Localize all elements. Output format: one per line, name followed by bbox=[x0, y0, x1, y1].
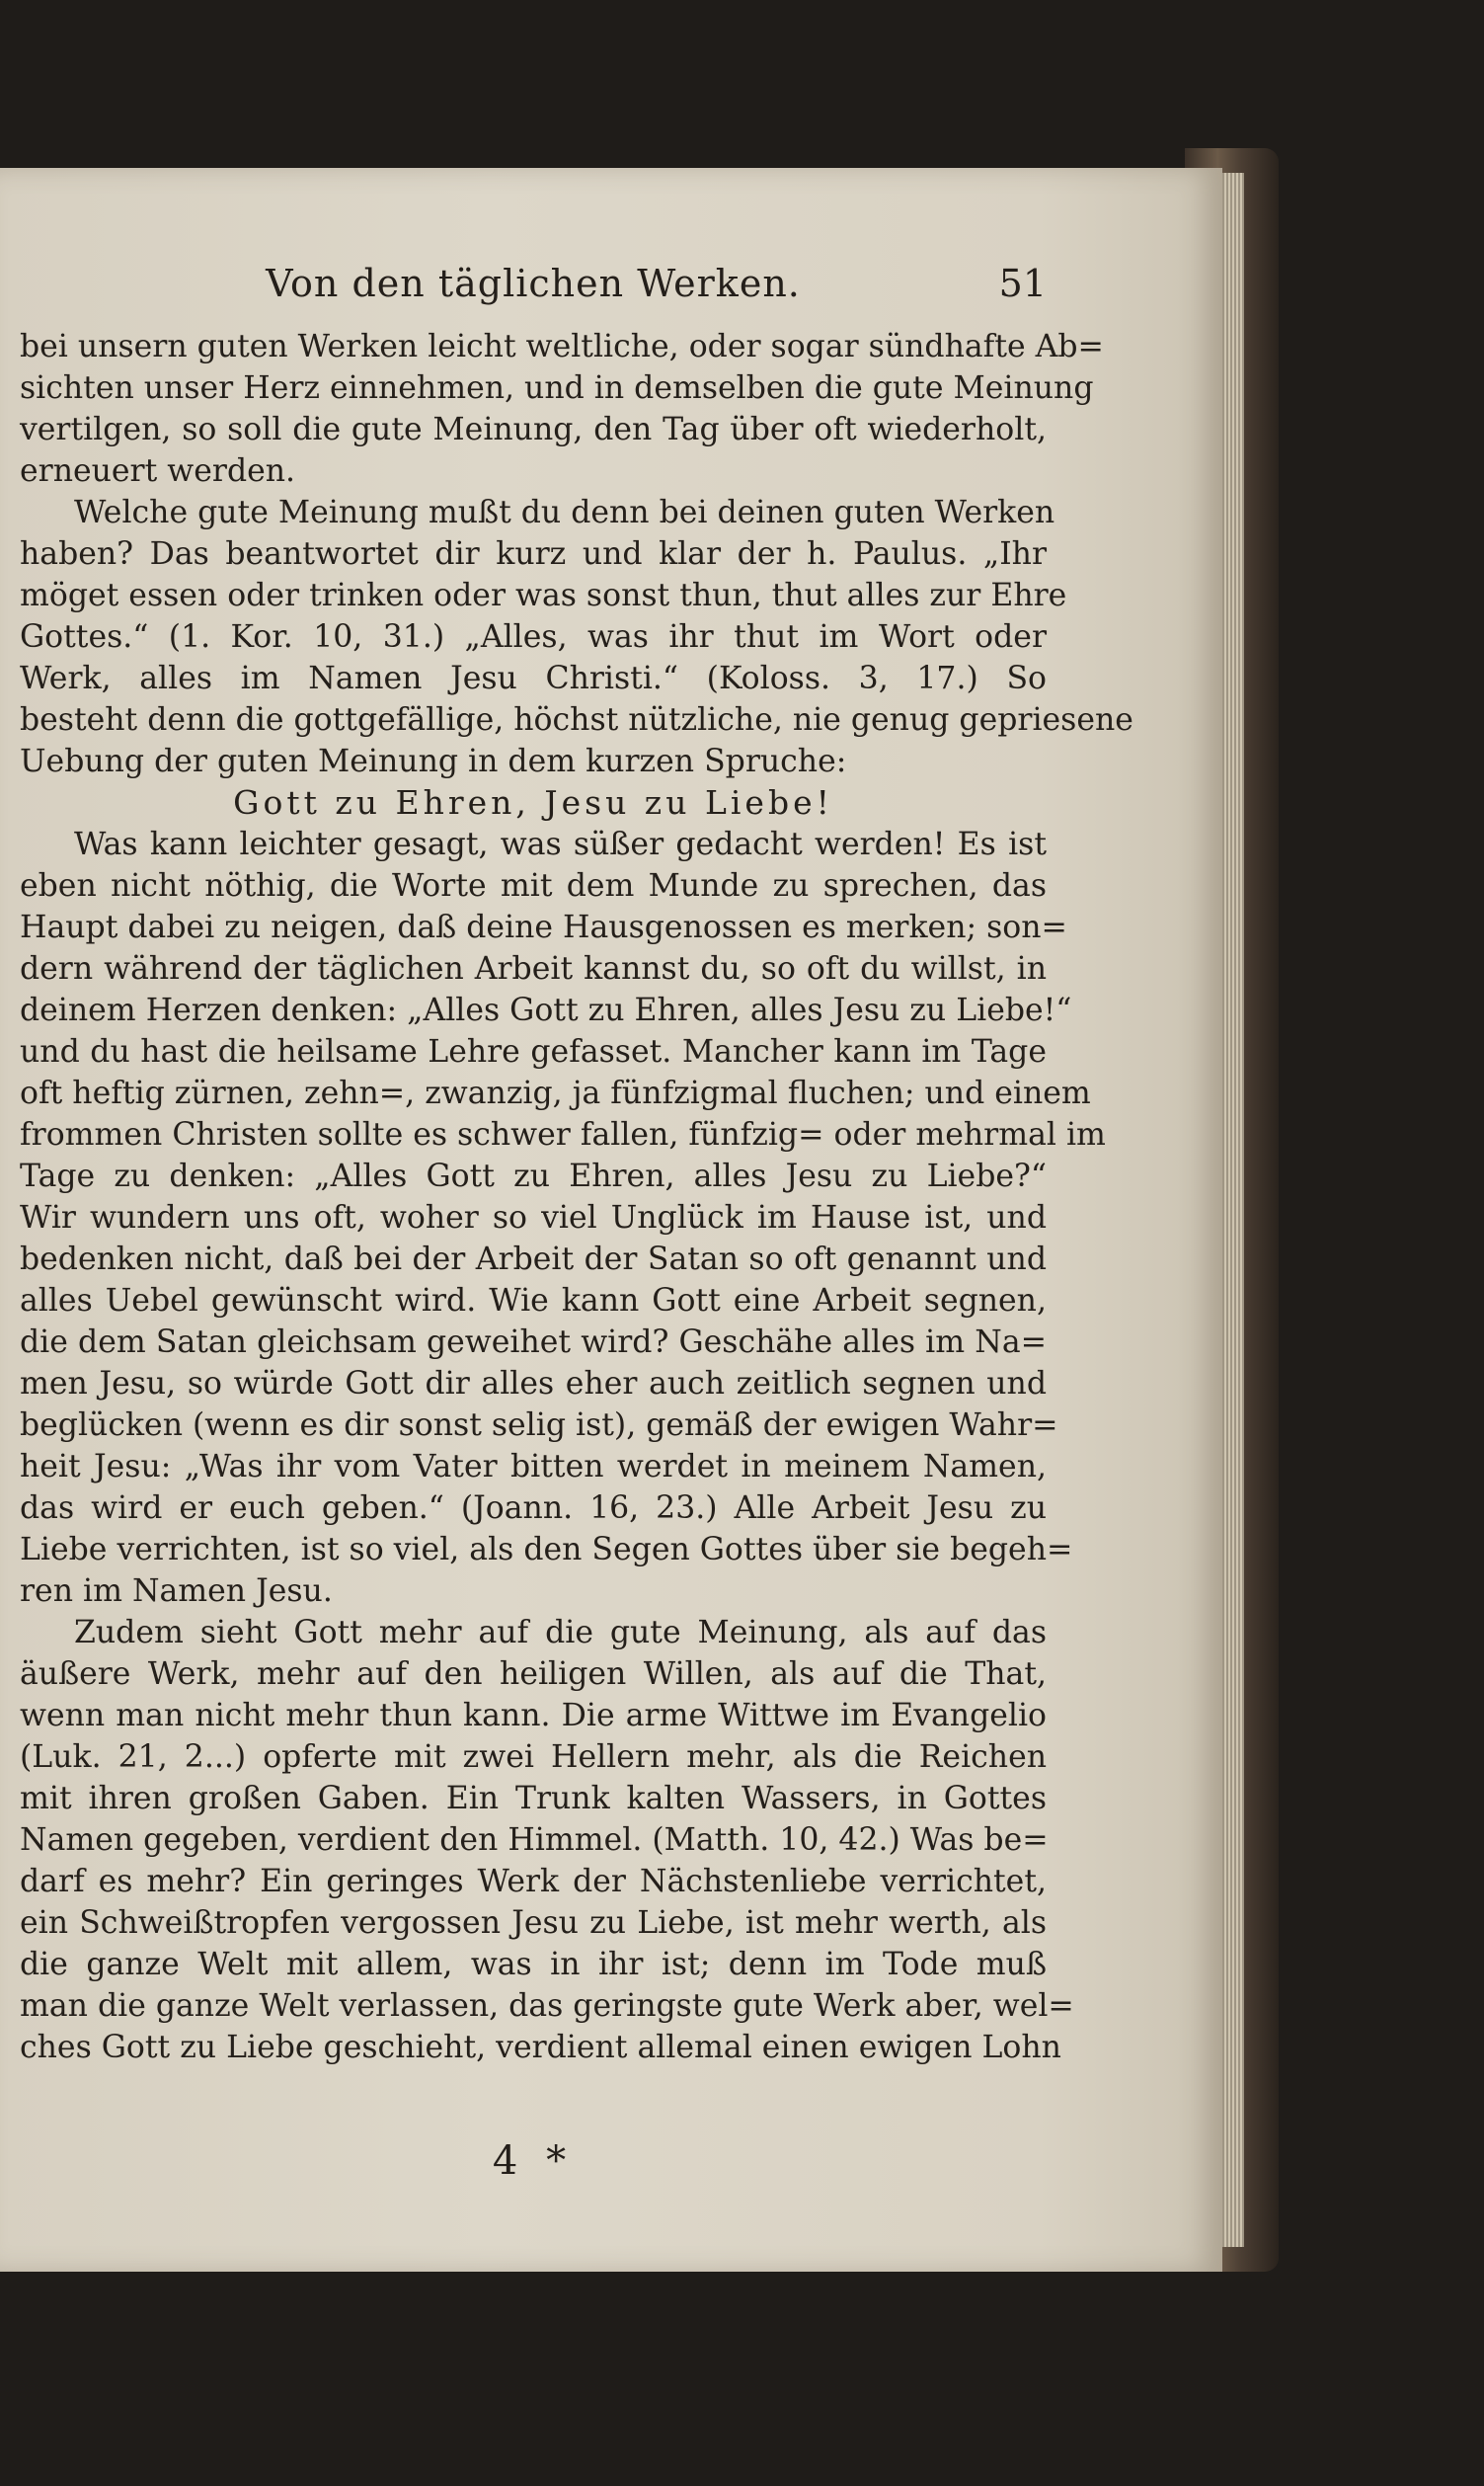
text-line: die dem Satan gleichsam geweihet wird? Geschähe alles im Na= bbox=[20, 1324, 1047, 1360]
page-number: 51 bbox=[998, 262, 1047, 305]
text-line: heit Jesu: „Was ihr vom Vater bitten werdet in meinem Namen, bbox=[20, 1449, 1047, 1484]
text-line: oft heftig zürnen, zehn=, zwanzig, ja fünfzigmal fluchen; und einem bbox=[20, 1076, 1091, 1111]
text-line: Zudem sieht Gott mehr auf die gute Meinung, als auf das bbox=[74, 1615, 1047, 1650]
running-title: Von den täglichen Werken. bbox=[266, 262, 801, 305]
text-line: äußere Werk, mehr auf den heiligen Willen, als auf die That, bbox=[20, 1656, 1047, 1692]
text-line: erneuert werden. bbox=[20, 453, 296, 489]
text-line: wenn man nicht mehr thun kann. Die arme Wittwe im Evangelio bbox=[20, 1698, 1047, 1733]
body-text bbox=[20, 326, 1133, 2068]
running-head bbox=[20, 252, 1047, 321]
text-line: das wird er euch geben.“ (Joann. 16, 23.) Alle Arbeit Jesu zu bbox=[20, 1490, 1047, 1526]
text-line: beglücken (wenn es dir sonst selig ist), gemäß der ewigen Wahr= bbox=[20, 1407, 1058, 1443]
text-line: die ganze Welt mit allem, was in ihr ist; denn im Tode muß bbox=[20, 1947, 1047, 1982]
text-line: Was kann leichter gesagt, was süßer gedacht werden! Es ist bbox=[74, 827, 1047, 862]
text-line: frommen Christen sollte es schwer fallen, fünfzig= oder mehrmal im bbox=[20, 1117, 1106, 1153]
text-line: man die ganze Welt verlassen, das geringste gute Werk aber, wel= bbox=[20, 1988, 1074, 2024]
text-line: Werk, alles im Namen Jesu Christi.“ (Koloss. 3, 17.) So bbox=[20, 661, 1047, 696]
text-line: (Luk. 21, 2...) opferte mit zwei Hellern mehr, als die Reichen bbox=[20, 1739, 1047, 1775]
text-line: haben? Das beantwortet dir kurz und klar der h. Paulus. „Ihr bbox=[20, 536, 1047, 572]
book-page bbox=[0, 168, 1222, 2272]
text-line: darf es mehr? Ein geringes Werk der Nächstenliebe verrichtet, bbox=[20, 1864, 1047, 1899]
text-line: eben nicht nöthig, die Worte mit dem Munde zu sprechen, das bbox=[20, 868, 1047, 904]
text-line: men Jesu, so würde Gott dir alles eher auch zeitlich segnen und bbox=[20, 1366, 1047, 1402]
text-line: vertilgen, so soll die gute Meinung, den Tag über oft wiederholt, bbox=[20, 412, 1047, 447]
text-line: ches Gott zu Liebe geschieht, verdient allemal einen ewigen Lohn bbox=[20, 2030, 1061, 2065]
text-line: Gott zu Ehren, Jesu zu Liebe! bbox=[233, 783, 833, 822]
text-line: Haupt dabei zu neigen, daß deine Hausgenossen es merken; son= bbox=[20, 910, 1067, 945]
text-line: und du hast die heilsame Lehre gefasset. Mancher kann im Tage bbox=[20, 1034, 1047, 1070]
text-line: besteht denn die gottgefällige, höchst nützliche, nie genug gepriesene bbox=[20, 702, 1133, 738]
text-line: bedenken nicht, daß bei der Arbeit der Satan so oft genannt und bbox=[20, 1242, 1047, 1277]
text-line: möget essen oder trinken oder was sonst thun, thut alles zur Ehre bbox=[20, 578, 1067, 613]
text-line: alles Uebel gewünscht wird. Wie kann Gott eine Arbeit segnen, bbox=[20, 1283, 1047, 1319]
signature-mark: 4 * bbox=[492, 2138, 575, 2184]
text-line: ren im Namen Jesu. bbox=[20, 1573, 333, 1609]
text-line: Uebung der guten Meinung in dem kurzen Spruche: bbox=[20, 744, 847, 779]
text-line: Welche gute Meinung mußt du denn bei deinen guten Werken bbox=[74, 495, 1055, 530]
text-line: bei unsern guten Werken leicht weltliche, oder sogar sündhafte Ab= bbox=[20, 329, 1104, 364]
text-line: deinem Herzen denken: „Alles Gott zu Ehren, alles Jesu zu Liebe!“ bbox=[20, 993, 1072, 1028]
text-line: mit ihren großen Gaben. Ein Trunk kalten Wassers, in Gottes bbox=[20, 1781, 1047, 1816]
text-line: Namen gegeben, verdient den Himmel. (Matth. 10, 42.) Was be= bbox=[20, 1822, 1049, 1858]
text-line: Tage zu denken: „Alles Gott zu Ehren, alles Jesu zu Liebe?“ bbox=[20, 1159, 1047, 1194]
text-line: Gottes.“ (1. Kor. 10, 31.) „Alles, was ihr thut im Wort oder bbox=[20, 619, 1047, 655]
text-line: dern während der täglichen Arbeit kannst du, so oft du willst, in bbox=[20, 951, 1047, 987]
text-line: Wir wundern uns oft, woher so viel Unglück im Hause ist, und bbox=[20, 1200, 1047, 1236]
text-line: ein Schweißtropfen vergossen Jesu zu Liebe, ist mehr werth, als bbox=[20, 1905, 1047, 1941]
text-line: Liebe verrichten, ist so viel, als den Segen Gottes über sie begeh= bbox=[20, 1532, 1073, 1567]
text-line: sichten unser Herz einnehmen, und in demselben die gute Meinung bbox=[20, 370, 1094, 406]
